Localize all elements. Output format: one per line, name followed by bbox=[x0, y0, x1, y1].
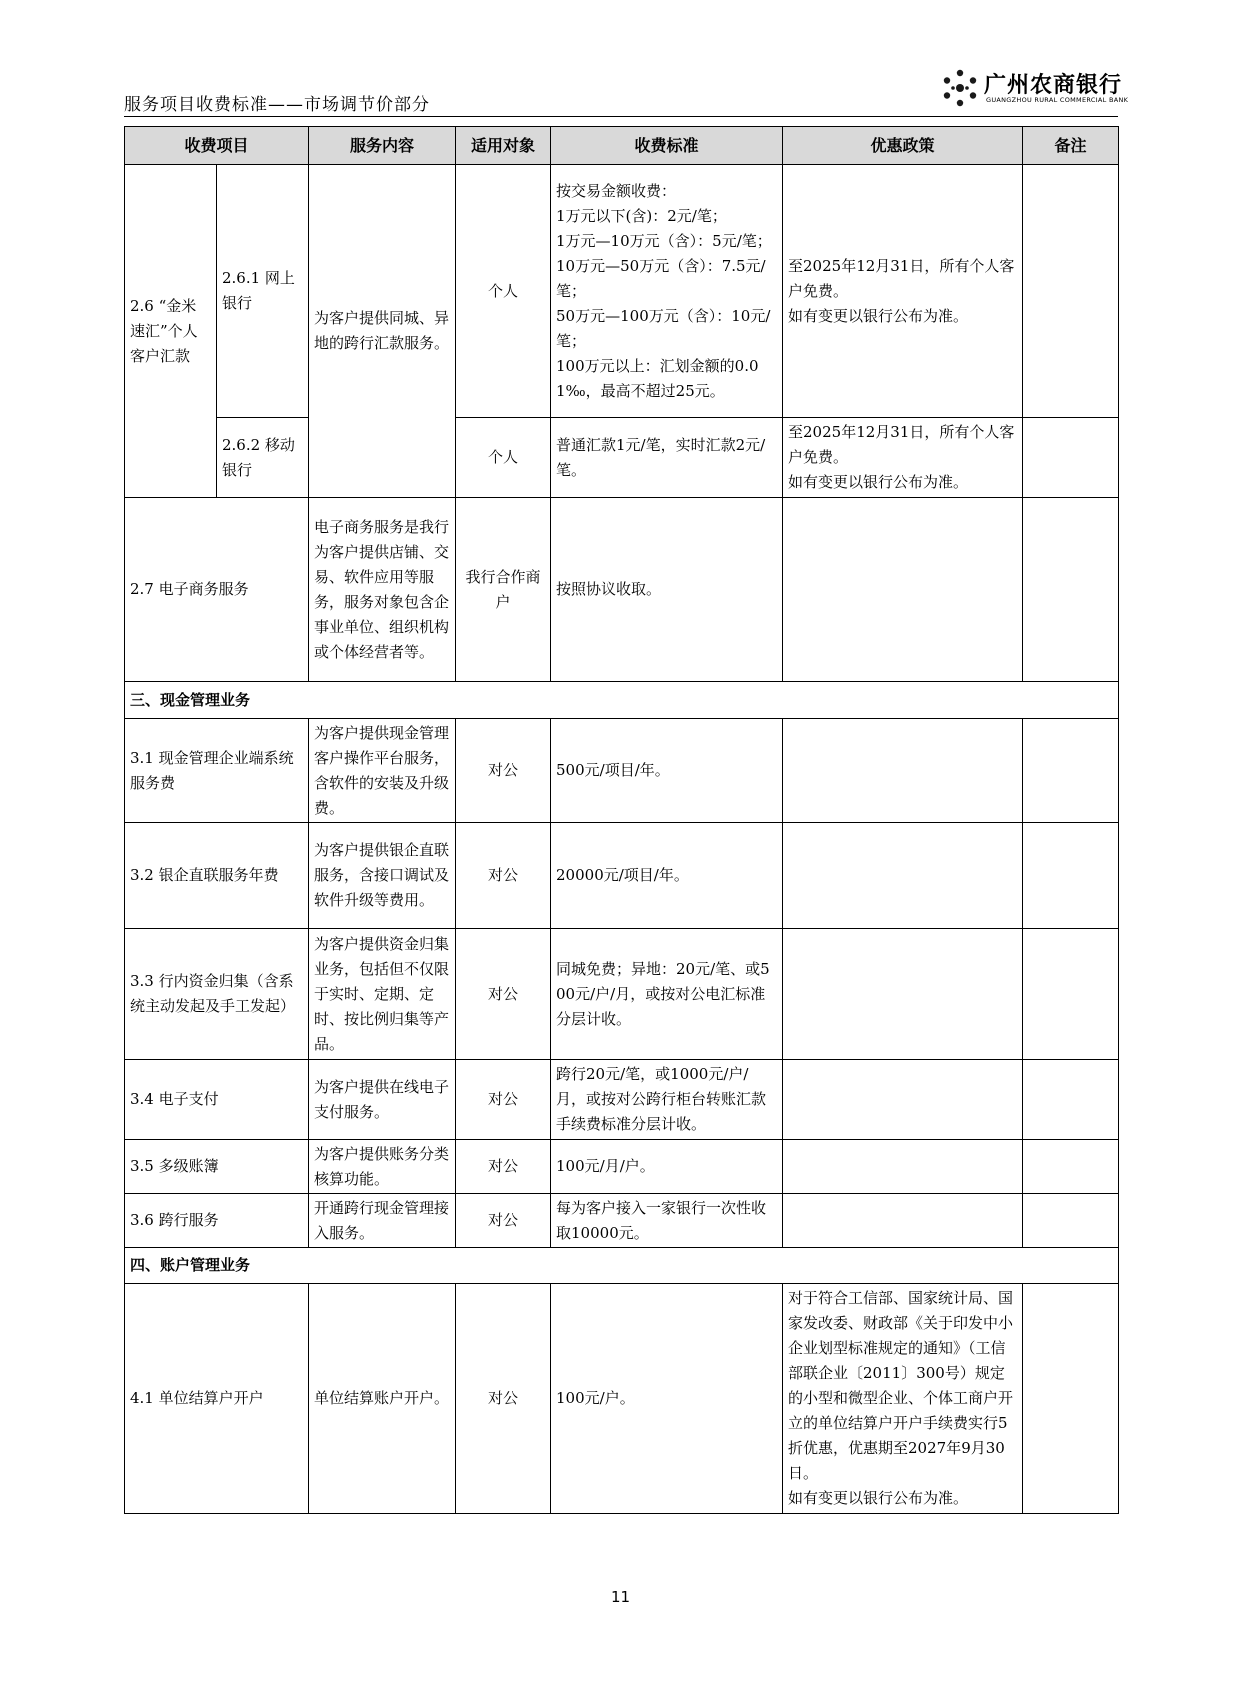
cell-service: 为客户提供现金管理客户操作平台服务，含软件的安装及升级费。 bbox=[309, 719, 456, 823]
cell-item: 3.2 银企直联服务年费 bbox=[125, 823, 309, 929]
table-row bbox=[125, 823, 1119, 929]
cell-standard: 按照协议收取。 bbox=[551, 498, 783, 682]
cell-discount: 对于符合工信部、国家统计局、国家发改委、财政部《关于印发中小企业划型标准规定的通知》（工信部联企业〔2011〕300号）规定的小型和微型企业、个体工商户开立的单位结算户开户手续费实行5折优惠，优惠期至2027年9月30日。 如有变更以银行公布为准。 bbox=[783, 1284, 1023, 1514]
bank-logo-icon bbox=[940, 68, 980, 108]
cell-service: 单位结算账户开户。 bbox=[309, 1284, 456, 1514]
cell-discount bbox=[783, 929, 1023, 1060]
cell-note bbox=[1023, 1060, 1119, 1140]
cell-service: 为客户提供账务分类核算功能。 bbox=[309, 1140, 456, 1194]
cell-target: 对公 bbox=[456, 1194, 551, 1248]
cell-target: 对公 bbox=[456, 1140, 551, 1194]
col-header-service: 服务内容 bbox=[309, 127, 456, 165]
cell-standard: 每为客户接入一家银行一次性收取10000元。 bbox=[551, 1194, 783, 1248]
cell-item: 3.3 行内资金归集（含系统主动发起及手工发起） bbox=[125, 929, 309, 1060]
cell-standard: 按交易金额收费： 1万元以下(含)：2元/笔； 1万元—10万元（含）：5元/笔； 10万元—50万元（含）：7.5元/笔； 50万元—100万元（含）：10元/笔； 100万元以上：汇划金额的0.01‰，最高不超过25元。 bbox=[551, 165, 783, 418]
cell-service: 开通跨行现金管理接入服务。 bbox=[309, 1194, 456, 1248]
cell-discount: 至2025年12月31日，所有个人客户免费。 如有变更以银行公布为准。 bbox=[783, 418, 1023, 498]
cell-target: 对公 bbox=[456, 1060, 551, 1140]
logo-english-name: GUANGZHOU RURAL COMMERCIAL BANK bbox=[986, 96, 1129, 104]
cell-standard: 100元/月/户。 bbox=[551, 1140, 783, 1194]
cell-subitem: 2.6.2 移动银行 bbox=[217, 418, 309, 498]
cell-discount bbox=[783, 1140, 1023, 1194]
cell-item: 2.7 电子商务服务 bbox=[125, 498, 309, 682]
cell-item: 4.1 单位结算户开户 bbox=[125, 1284, 309, 1514]
table-row bbox=[125, 1060, 1119, 1140]
table-row bbox=[125, 418, 1119, 498]
cell-target: 我行合作商户 bbox=[456, 498, 551, 682]
cell-item: 3.5 多级账簿 bbox=[125, 1140, 309, 1194]
col-header-item: 收费项目 bbox=[125, 127, 309, 165]
cell-standard: 跨行20元/笔，或1000元/户/月，或按对公跨行柜台转账汇款手续费标准分层计收。 bbox=[551, 1060, 783, 1140]
cell-target: 个人 bbox=[456, 418, 551, 498]
section-heading: 四、账户管理业务 bbox=[125, 1248, 1119, 1284]
cell-discount bbox=[783, 1194, 1023, 1248]
table-row bbox=[125, 1194, 1119, 1248]
cell-note bbox=[1023, 498, 1119, 682]
cell-item: 3.1 现金管理企业端系统服务费 bbox=[125, 719, 309, 823]
cell-target: 个人 bbox=[456, 165, 551, 418]
cell-discount bbox=[783, 1060, 1023, 1140]
section-row bbox=[125, 682, 1119, 719]
cell-target: 对公 bbox=[456, 719, 551, 823]
cell-service: 为客户提供同城、异地的跨行汇款服务。 bbox=[309, 165, 456, 498]
table-row bbox=[125, 719, 1119, 823]
cell-note bbox=[1023, 1140, 1119, 1194]
cell-note bbox=[1023, 823, 1119, 929]
section-row bbox=[125, 1248, 1119, 1284]
cell-service: 电子商务服务是我行为客户提供店铺、交易、软件应用等服务，服务对象包含企事业单位、组织机构或个体经营者等。 bbox=[309, 498, 456, 682]
page-header-title: 服务项目收费标准——市场调节价部分 bbox=[124, 95, 430, 115]
table-header-row bbox=[125, 127, 1119, 165]
cell-standard: 同城免费；异地：20元/笔、或500元/户/月，或按对公电汇标准分层计收。 bbox=[551, 929, 783, 1060]
cell-service: 为客户提供在线电子支付服务。 bbox=[309, 1060, 456, 1140]
header-divider bbox=[124, 116, 1118, 117]
col-header-discount: 优惠政策 bbox=[783, 127, 1023, 165]
cell-standard: 500元/项目/年。 bbox=[551, 719, 783, 823]
cell-discount bbox=[783, 498, 1023, 682]
cell-target: 对公 bbox=[456, 823, 551, 929]
cell-discount bbox=[783, 719, 1023, 823]
logo-chinese-name: 广州农商银行 bbox=[984, 73, 1123, 98]
cell-standard: 20000元/项目/年。 bbox=[551, 823, 783, 929]
cell-note bbox=[1023, 165, 1119, 418]
cell-subitem: 2.6.1 网上银行 bbox=[217, 165, 309, 418]
page-number: 11 bbox=[610, 1588, 631, 1606]
cell-note bbox=[1023, 929, 1119, 1060]
cell-target: 对公 bbox=[456, 929, 551, 1060]
cell-note bbox=[1023, 418, 1119, 498]
cell-note bbox=[1023, 1194, 1119, 1248]
col-header-note: 备注 bbox=[1023, 127, 1119, 165]
cell-service: 为客户提供资金归集业务，包括但不仅限于实时、定期、定时、按比例归集等产品。 bbox=[309, 929, 456, 1060]
table-row bbox=[125, 1140, 1119, 1194]
table-row bbox=[125, 1284, 1119, 1514]
cell-standard: 100元/户。 bbox=[551, 1284, 783, 1514]
cell-note bbox=[1023, 719, 1119, 823]
table-row bbox=[125, 498, 1119, 682]
cell-service: 为客户提供银企直联服务，含接口调试及软件升级等费用。 bbox=[309, 823, 456, 929]
table-row bbox=[125, 929, 1119, 1060]
table-row bbox=[125, 165, 1119, 418]
fee-table bbox=[124, 126, 1119, 1514]
section-heading: 三、现金管理业务 bbox=[125, 682, 1119, 719]
cell-item: 3.6 跨行服务 bbox=[125, 1194, 309, 1248]
cell-discount bbox=[783, 823, 1023, 929]
col-header-standard: 收费标准 bbox=[551, 127, 783, 165]
cell-item: 3.4 电子支付 bbox=[125, 1060, 309, 1140]
bank-logo bbox=[940, 66, 1129, 108]
cell-note bbox=[1023, 1284, 1119, 1514]
col-header-target: 适用对象 bbox=[456, 127, 551, 165]
cell-target: 对公 bbox=[456, 1284, 551, 1514]
cell-discount: 至2025年12月31日，所有个人客户免费。 如有变更以银行公布为准。 bbox=[783, 165, 1023, 418]
cell-standard: 普通汇款1元/笔，实时汇款2元/笔。 bbox=[551, 418, 783, 498]
cell-item: 2.6 “金米速汇”个人客户汇款 bbox=[125, 165, 217, 498]
